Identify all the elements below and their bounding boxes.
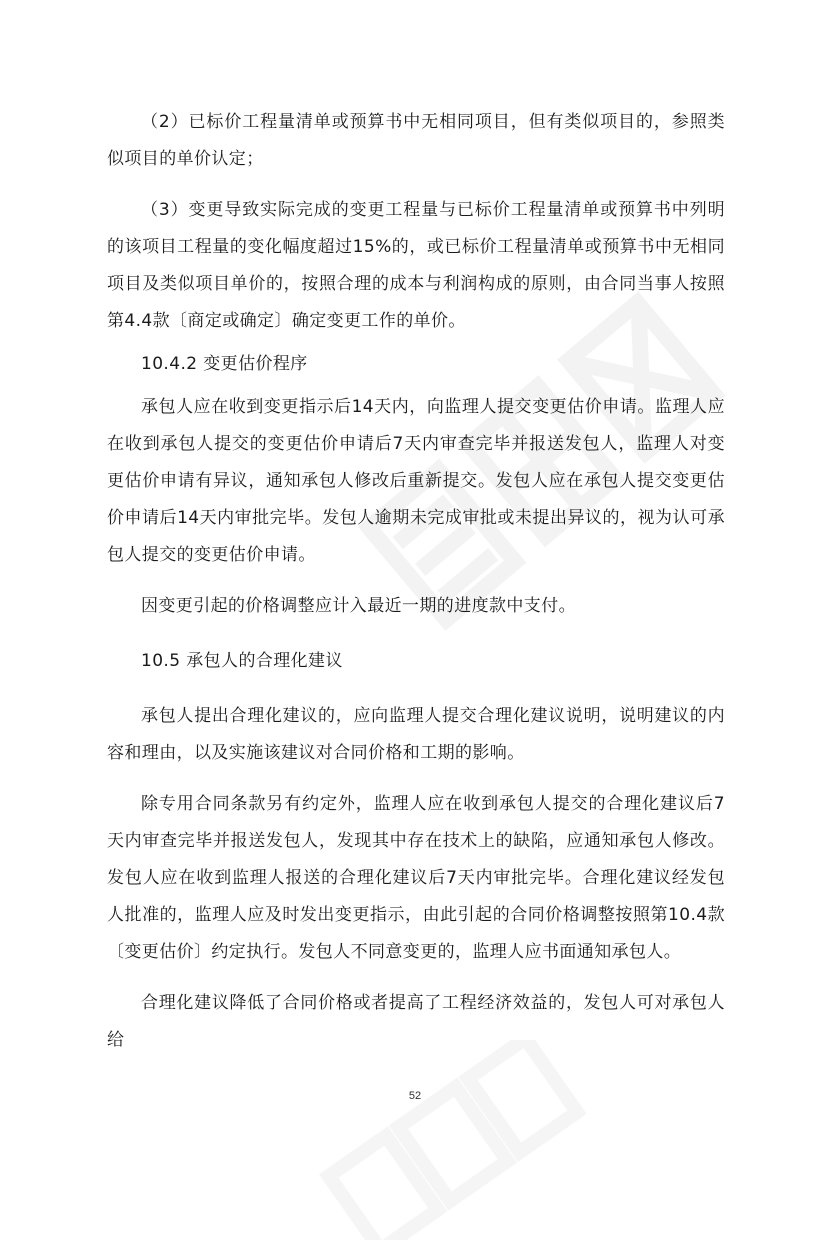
watermark-graphic-bottom <box>300 1040 600 1240</box>
heading-10-5: 10.5 承包人的合理化建议 <box>141 651 343 671</box>
paragraph-price-adjustment: 因变更引起的价格调整应计入最近一期的进度款中支付。 <box>141 596 576 616</box>
paragraph-clause-2: （2）已标价工程量清单或预算书中无相同项目，但有类似项目的，参照类似项目的单价认定； <box>107 112 725 169</box>
paragraph-clause-3: （3）变更导致实际完成的变更工程量与已标价工程量清单或预算书中列明的该项目工程量的变化幅度超过15%的，或已标价工程量清单或预算书中无相同项目及类似项目单价的，按照合理的成本与利润构成的原则，由合同当事人按照第4.4款〔商定或确定〕确定变更工作的单价。 <box>107 200 725 331</box>
paragraph-valuation-procedure: 承包人应在收到变更指示后14天内，向监理人提交变更估价申请。监理人应在收到承包人提交的变更估价申请后7天内审查完毕并报送发包人，监理人对变更估价申请有异议，通知承包人修改后重新提交。发包人应在承包人提交变更估价申请后14天内审批完毕。发包人逾期未完成审批或未提出异议的，视为认可承包人提交的变更估价申请。 <box>107 397 725 565</box>
paragraph-proposal-submission: 承包人提出合理化建议的，应向监理人提交合理化建议说明，说明建议的内容和理由，以及实施该建议对合同价格和工期的影响。 <box>107 706 725 763</box>
paragraph-proposal-review: 除专用合同条款另有约定外，监理人应在收到承包人提交的合理化建议后7天内审查完毕并报送发包人，发现其中存在技术上的缺陷，应通知承包人修改。发包人应在收到监理人报送的合理化建议后7天内审批完毕。合理化建议经发包人批准的，监理人应及时发出变更指示，由此引起的合同价格调整按照第10.4款〔变更估价〕约定执行。发包人不同意变更的，监理人应书面通知承包人。 <box>107 794 725 962</box>
document-body <box>107 104 725 1059</box>
heading-10-4-2: 10.4.2 变更估价程序 <box>141 354 308 374</box>
paragraph-proposal-reward: 合理化建议降低了合同价格或者提高了工程经济效益的，发包人可对承包人给 <box>107 993 725 1050</box>
page-number: 52 <box>408 1090 422 1102</box>
